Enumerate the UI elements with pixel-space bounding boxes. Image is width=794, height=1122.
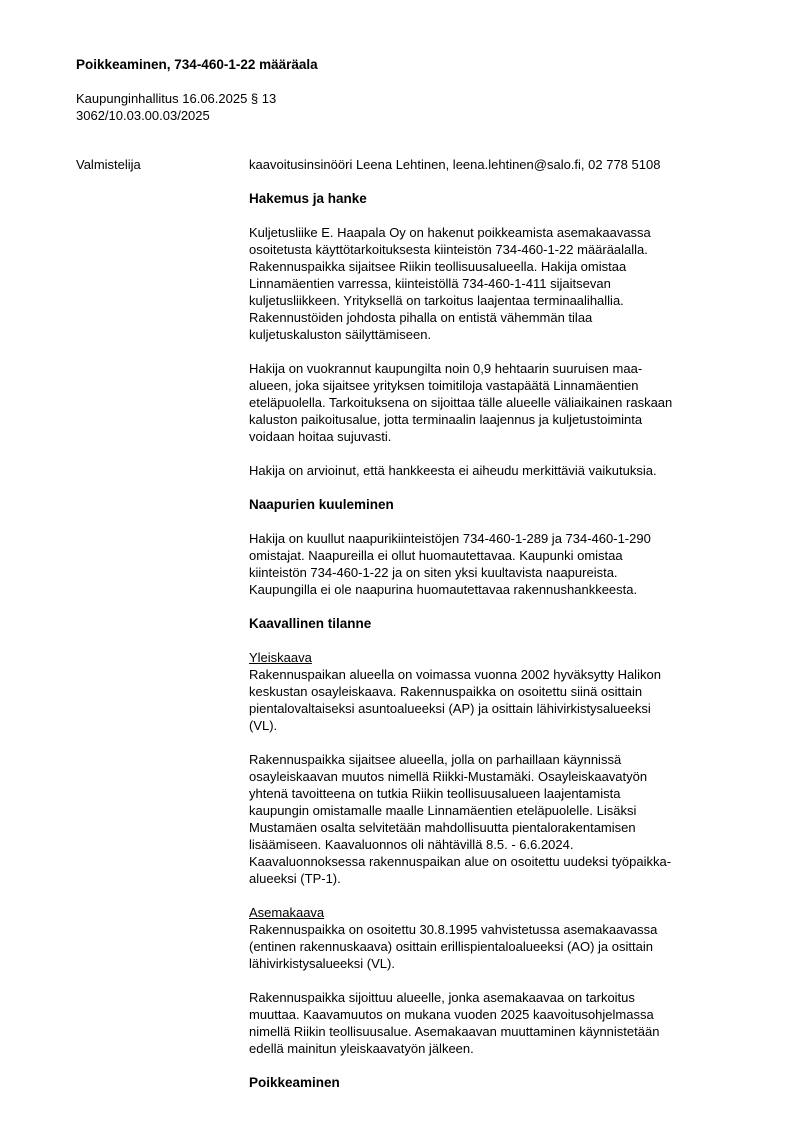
neighbours-paragraph-1: Hakija on kuullut naapurikiinteistöjen 734-460-1-289 ja 734-460-1-290 omistajat. Naapureilla ei ollut huomautettavaa. Kaupunki omistaa kiinteistön 734-460-1-22 ja on siten yksi kuultavista naapureista. Kaupungilla ei ole naapurina huomautettavaa rakennushankkeesta.	[249, 531, 651, 597]
detailed-plan-paragraph-2: Rakennuspaikka sijoittuu alueelle, jonka asemakaavaa on tarkoitus muuttaa. Kaavamuutos on mukana vuoden 2025 kaavoitusohjelmassa nimellä Riikin teollisuusalue. Asemakaavan muuttaminen käynnistetään edellä mainitun yleiskaavatyön jälkeen.	[249, 990, 660, 1056]
application-paragraph-1: Kuljetusliike E. Haapala Oy on hakenut poikkeamista asemakaavassa osoitetusta käyttötarkoituksesta kiinteistön 734-460-1-22 määräalalla. Rakennuspaikka sijaitsee Riikin teollisuusalueella. Hakija omistaa Linnamäentien varressa, kiinteistöllä 734-460-1-411 sijaitsevan kuljetusliikkeen. Yrityksellä on tarkoitus laajentaa terminaalihallia. Rakennustöiden johdosta pihalla on entistä vähemmän tilaa kuljetuskaluston säilyttämiseen.	[249, 225, 651, 342]
heading-plan-situation: Kaavallinen tilanne	[249, 616, 372, 631]
meeting-info	[76, 90, 276, 124]
application-paragraph-3: Hakija on arvioinut, että hankkeesta ei aiheudu merkittäviä vaikutuksia.	[249, 463, 657, 478]
heading-deviation: Poikkeaminen	[249, 1075, 340, 1090]
subheading-detailed-plan: Asemakaava	[249, 905, 325, 920]
record-number: 3062/10.03.00.03/2025	[76, 108, 210, 123]
application-paragraph-2: Hakija on vuokrannut kaupungilta noin 0,9 hehtaarin suuruisen maa- alueen, joka sijaitsee yrityksen toimitiloja vastapäätä Linnamäentien eteläpuolella. Tarkoituksena on sijoittaa tälle alueelle väliaikainen raskaan kaluston paikoitusalue, jotta terminaalin laajennus ja kuljetustoiminta voidaan hoitaa sujuvasti.	[249, 361, 673, 444]
heading-neighbours: Naapurien kuuleminen	[249, 497, 394, 512]
general-plan-paragraph-1: Rakennuspaikan alueella on voimassa vuonna 2002 hyväksytty Halikon keskustan osayleiskaava. Rakennuspaikka on osoitettu siinä osittain pientalovaltaiseksi asuntoalueeksi (AP) ja osittain lähivirkistysalueeksi (VL).	[249, 667, 661, 733]
preparer-info: kaavoitusinsinööri Leena Lehtinen, leena.lehtinen@salo.fi, 02 778 5108	[249, 157, 661, 172]
detailed-plan-paragraph-1: Rakennuspaikka on osoitettu 30.8.1995 vahvistetussa asemakaavassa (entinen rakennuskaava) osittain erillispientaloalueeksi (AO) ja osittain lähivirkistysalueeksi (VL).	[249, 922, 658, 971]
meeting-line: Kaupunginhallitus 16.06.2025 § 13	[76, 91, 277, 106]
heading-application: Hakemus ja hanke	[249, 191, 367, 206]
document-body	[249, 156, 739, 1091]
subheading-general-plan: Yleiskaava	[249, 650, 312, 665]
preparer-label: Valmistelija	[76, 157, 141, 172]
general-plan-paragraph-2: Rakennuspaikka sijaitsee alueella, jolla on parhaillaan käynnissä osayleiskaavan muutos nimellä Riikki-Mustamäki. Osayleiskaavatyön yhtenä tavoitteena on tutkia Riikin teollisuusalueen laajentamista kaupungin omistamalle maalle Linnamäentien eteläpuolelle. Lisäksi Mustamäen osalta selvitetään mahdollisuutta pientalorakentamisen lisäämiseen. Kaavaluonnos oli nähtävillä 8.5. - 6.6.2024. Kaavaluonnoksessa rakennuspaikan alue on osoitettu uudeksi työpaikka- alueeksi (TP-1).	[249, 752, 672, 886]
document-title: Poikkeaminen, 734-460-1-22 määräala	[76, 57, 318, 72]
